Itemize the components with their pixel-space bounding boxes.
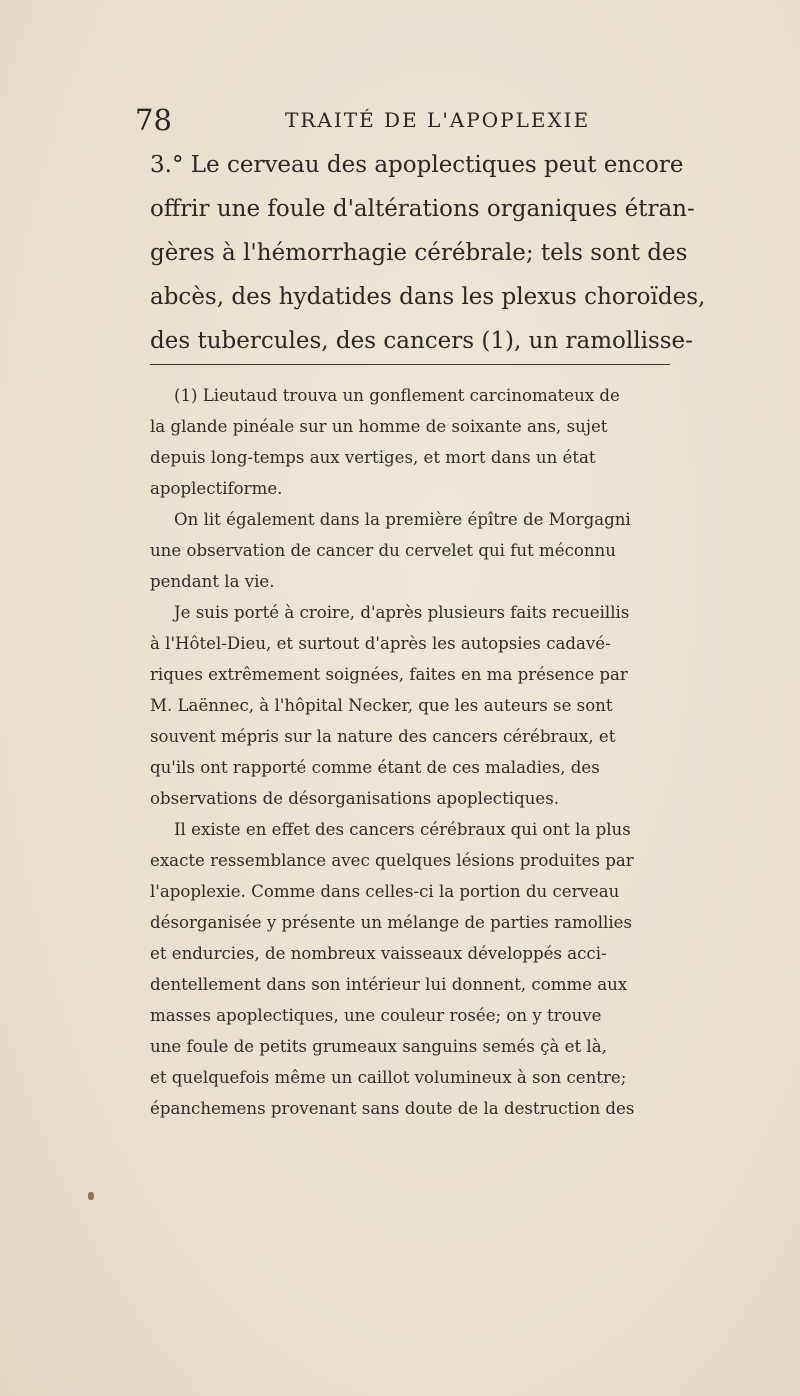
main-text <box>150 143 706 363</box>
footnote-line: masses apoplectiques, une couleur rosée; on y trouve <box>150 1006 602 1025</box>
footnote-line: désorganisée y présente un mélange de parties ramollies <box>150 913 632 932</box>
ink-spot <box>88 1192 94 1200</box>
footnote-line: une observation de cancer du cervelet qui fut méconnu <box>150 541 616 560</box>
footnote-line: Il existe en effet des cancers cérébraux qui ont la plus <box>174 820 631 839</box>
footnote-line: à l'Hôtel-Dieu, et surtout d'après les autopsies cadavé- <box>150 634 611 653</box>
footnote-line: depuis long-temps aux vertiges, et mort dans un état <box>150 448 596 467</box>
text-line: gères à l'hémorrhagie cérébrale; tels sont des <box>150 240 688 266</box>
footnote <box>150 380 670 1124</box>
footnote-line: et endurcies, de nombreux vaisseaux développés acci- <box>150 944 607 963</box>
footnote-line: l'apoplexie. Comme dans celles-ci la portion du cerveau <box>150 882 620 901</box>
footnote-line: la glande pinéale sur un homme de soixante ans, sujet <box>150 417 608 436</box>
text-line: 3.° Le cerveau des apoplectiques peut encore <box>150 152 684 178</box>
footnote-line: M. Laënnec, à l'hôpital Necker, que les auteurs se sont <box>150 696 613 715</box>
footnote-line: dentellement dans son intérieur lui donnent, comme aux <box>150 975 628 994</box>
footnote-line: exacte ressemblance avec quelques lésions produites par <box>150 851 634 870</box>
footnote-line: (1) Lieutaud trouva un gonflement carcinomateux de <box>174 386 620 405</box>
footnote-line: Je suis porté à croire, d'après plusieurs faits recueillis <box>174 603 630 622</box>
running-head <box>135 100 675 140</box>
footnote-line: une foule de petits grumeaux sanguins semés çà et là, <box>150 1037 607 1056</box>
footnote-line: et quelquefois même un caillot volumineux à son centre; <box>150 1068 627 1087</box>
footnote-line: qu'ils ont rapporté comme étant de ces maladies, des <box>150 758 600 777</box>
footnote-line: pendant la vie. <box>150 572 275 591</box>
running-title: TRAITÉ DE L'APOPLEXIE <box>285 108 591 132</box>
footnote-line: riques extrêmement soignées, faites en ma présence par <box>150 665 628 684</box>
footnote-line: On lit également dans la première épître de Morgagni <box>174 510 631 529</box>
footnote-line: apoplectiforme. <box>150 479 283 498</box>
footnote-line: épanchemens provenant sans doute de la destruction des <box>150 1099 635 1118</box>
text-line: offrir une foule d'altérations organiques étran- <box>150 196 695 222</box>
footnote-line: souvent mépris sur la nature des cancers cérébraux, et <box>150 727 616 746</box>
text-line: des tubercules, des cancers (1), un ramollisse- <box>150 328 693 354</box>
footnote-separator <box>150 364 670 365</box>
text-line: abcès, des hydatides dans les plexus choroïdes, <box>150 284 706 310</box>
page-number: 78 <box>135 103 172 137</box>
footnote-line: observations de désorganisations apoplectiques. <box>150 789 559 808</box>
